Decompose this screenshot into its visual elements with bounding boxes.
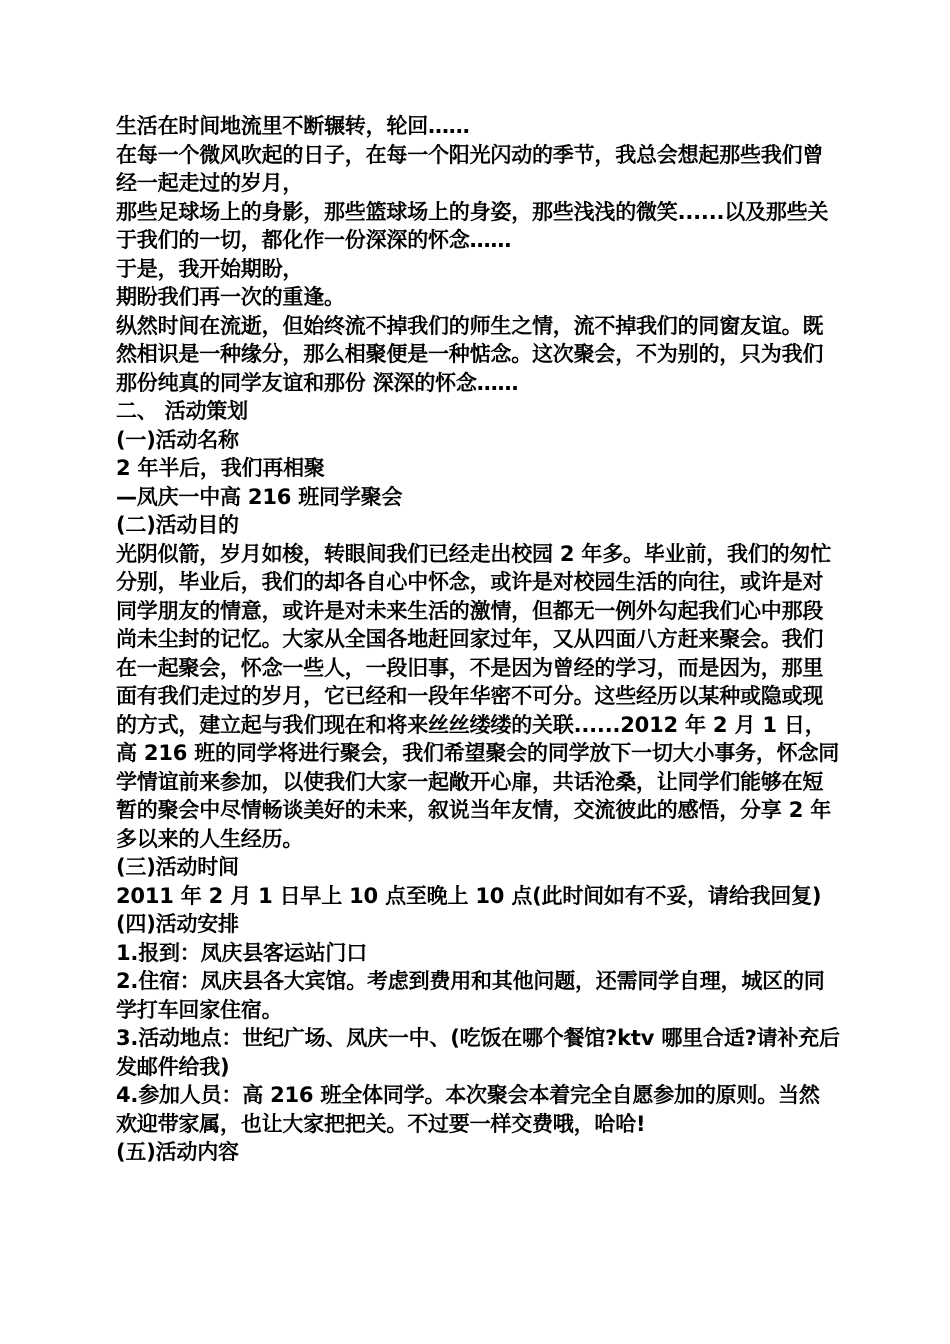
activity-name-subtitle: —凤庆一中高 216 班同学聚会: [116, 484, 403, 509]
section-heading-activity-plan: 二、 活动策划: [116, 399, 248, 423]
arrangement-item-4-continued: 欢迎带家属，也让大家把把关。不过要一样交费哦，哈哈!: [116, 1111, 646, 1136]
subheading-activity-arrangement: (四)活动安排: [116, 912, 239, 936]
paragraph-intro-5: 期盼我们再一次的重逢。: [116, 285, 345, 309]
paragraph-activity-time: 2011 年 2 月 1 日早上 10 点至晚上 10 点(此时间如有不妥，请给我回复): [116, 883, 822, 908]
activity-name-title: 2 年半后，我们再相聚: [116, 456, 325, 480]
paragraph-activity-purpose: 光阴似箭，岁月如梭，转眼间我们已经走出校园 2 年多。毕业前，我们的匆忙分别，毕业后，我们的却各自心中怀念，或许是对校园生活的向往，或许是对同学朋友的情意，或许是对未来生活的激情，但都无一例外勾起我们心中那段尚未尘封的记忆。大家从全国各地赶回家过年，又从四面八方赶来聚会。我们在一起聚会，怀念一些人，一段旧事，不是因为曾经的学习，而是因为，那里面有我们走过的岁月，它已经和一段年华密不可分。这些经历以某种或隐或现的方式，建立起与我们现在和将来丝丝缕缕的关联......2012 年 2 月 1 日，高 216 班的同学将进行聚会，我们希望聚会的同学放下一切大小事务，怀念同学情谊前来参加，以使我们大家一起敞开心扉，共话沧桑，让同学们能够在短暂的聚会中尽情畅谈美好的未来，叙说当年友情，交流彼此的感悟，分享 2 年多以来的人生经历。: [116, 541, 840, 851]
subheading-activity-purpose: (二)活动目的: [116, 513, 239, 537]
paragraph-intro-1: 生活在时间地流里不断辗转，轮回……: [116, 114, 470, 138]
subheading-activity-name: (一)活动名称: [116, 427, 239, 452]
arrangement-item-4: 4.参加人员：高 216 班全体同学。本次聚会本着完全自愿参加的原则。当然: [116, 1083, 820, 1107]
subheading-activity-content: (五)活动内容: [116, 1140, 239, 1164]
arrangement-item-1: 1.报到：凤庆县客运站门口: [116, 940, 367, 965]
paragraph-intro-4: 于是，我开始期盼，: [116, 256, 304, 281]
arrangement-item-3: 3.活动地点：世纪广场、凤庆一中、(吃饭在哪个餐馆?ktv 哪里合适?请补充后发邮件给我): [116, 1026, 840, 1079]
document-body: [116, 112, 840, 1167]
subheading-activity-time: (三)活动时间: [116, 855, 239, 879]
arrangement-item-2: 2.住宿：凤庆县各大宾馆。考虑到费用和其他问题，还需同学自理，城区的同学打车回家住宿。: [116, 969, 825, 1022]
paragraph-intro-3: 那些足球场上的身影，那些篮球场上的身姿，那些浅浅的微笑......以及那些关于我们的一切，都化作一份深深的怀念……: [116, 199, 829, 252]
paragraph-intro-2: 在每一个微风吹起的日子，在每一个阳光闪动的季节，我总会想起那些我们曾经一起走过的岁月，: [116, 142, 824, 195]
paragraph-intro-6: 纵然时间在流逝，但始终流不掉我们的师生之情，流不掉我们的同窗友谊。既然相识是一种缘分，那么相聚便是一种惦念。这次聚会，不为别的，只为我们那份纯真的同学友谊和那份 深深的怀念……: [116, 313, 824, 395]
